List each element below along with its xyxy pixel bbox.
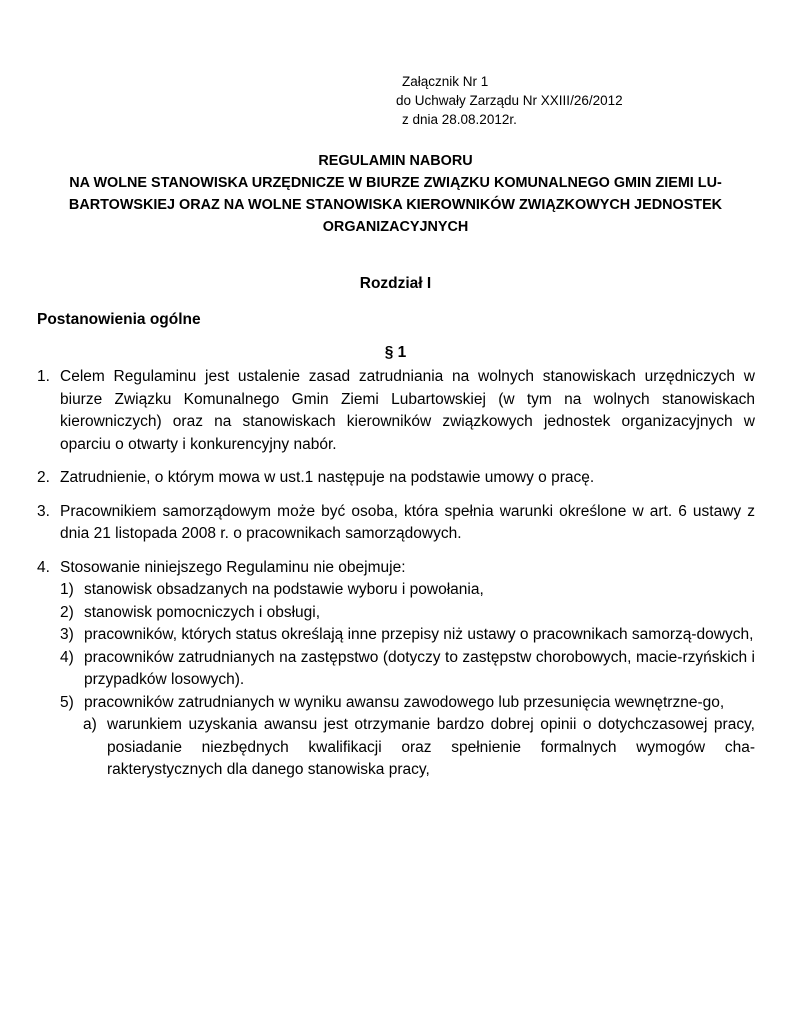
sub-sub-list-item	[37, 714, 755, 782]
annex-resolution: do Uchwały Zarządu Nr XXIII/26/2012	[396, 93, 623, 108]
subitem-text: pracowników, których status określają inne przepisy niż ustawy o pracownikach samorzą-dowych,	[84, 626, 754, 643]
subitem-number: 1)	[60, 581, 74, 598]
list-item	[37, 366, 755, 456]
item-number: 2.	[37, 469, 50, 486]
subitem-text: stanowisk pomocniczych i obsługi,	[84, 603, 321, 621]
title-line-2: NA WOLNE STANOWISKA URZĘDNICZE W BIURZE ZWIĄZKU KOMUNALNEGO GMIN ZIEMI LU-	[69, 175, 722, 191]
list-item	[37, 467, 755, 490]
item-number: 1.	[37, 368, 50, 385]
regulation-items	[37, 366, 755, 782]
item-text: Stosowanie niniejszego Regulaminu nie obejmuje:	[60, 558, 406, 576]
list-item	[37, 557, 755, 580]
sub-list-item	[37, 624, 755, 647]
item-number: 3.	[37, 502, 50, 520]
annex-header	[396, 72, 756, 129]
subitem-number: 5)	[60, 693, 74, 711]
title-line-4: ORGANIZACYJNYCH	[322, 219, 469, 235]
sub-list-item	[37, 647, 755, 692]
subsubitem-text: warunkiem uzyskania awansu jest otrzymanie bardzo dobrej opinii o dotychczasowej pracy, posiadanie niezbędnych kwalifikacji oraz spełnienie formalnych wymogów cha-rakterystycznych dla danego stanowiska pracy,	[107, 716, 755, 778]
item-number: 4.	[37, 558, 50, 576]
sub-list-item	[37, 579, 755, 602]
section-heading: Postanowienia ogólne	[37, 311, 201, 328]
subsubitem-letter: a)	[83, 716, 97, 733]
subitem-text: pracowników zatrudnianych na zastępstwo (dotyczy to zastępstw chorobowych, macie-rzyńskich i przypadków losowych).	[84, 648, 755, 688]
subitem-number: 4)	[60, 648, 74, 666]
chapter-heading: Rozdział I	[359, 275, 432, 292]
item-text: Celem Regulaminu jest ustalenie zasad zatrudniania na wolnych stanowiskach urzędniczych w biurze Związku Komunalnego Gmin Ziemi Lubartowskiej (w tym na wolnych stanowiskach kierowniczych) oraz na stanowiskach kierowników związkowych jednostek organizacyjnych w oparciu o otwarty i konkurencyjny nabór.	[60, 368, 755, 453]
document-title	[30, 150, 761, 238]
annex-number: Załącznik Nr 1	[402, 74, 489, 89]
subitem-text: pracowników zatrudnianych w wyniku awansu zawodowego lub przesunięcia wewnętrzne-go,	[84, 693, 725, 711]
subitem-number: 3)	[60, 626, 74, 643]
subitem-number: 2)	[60, 603, 74, 621]
title-line-1: REGULAMIN NABORU	[318, 153, 473, 169]
list-item	[37, 501, 755, 546]
item-text: Pracownikiem samorządowym może być osoba, która spełnia warunki określone w art. 6 ustawy z dnia 21 listopada 2008 r. o pracownikach samorządowych.	[60, 502, 755, 542]
item-text: Zatrudnienie, o którym mowa w ust.1 następuje na podstawie umowy o pracę.	[60, 469, 595, 486]
sub-list-item	[37, 692, 755, 715]
sub-list-item	[37, 602, 755, 625]
paragraph-mark: § 1	[384, 344, 407, 361]
annex-date: z dnia 28.08.2012r.	[402, 112, 517, 127]
subitem-text: stanowisk obsadzanych na podstawie wyboru i powołania,	[84, 581, 484, 598]
title-line-3: BARTOWSKIEJ ORAZ NA WOLNE STANOWISKA KIEROWNIKÓW ZWIĄZKOWYCH JEDNOSTEK	[68, 197, 723, 213]
